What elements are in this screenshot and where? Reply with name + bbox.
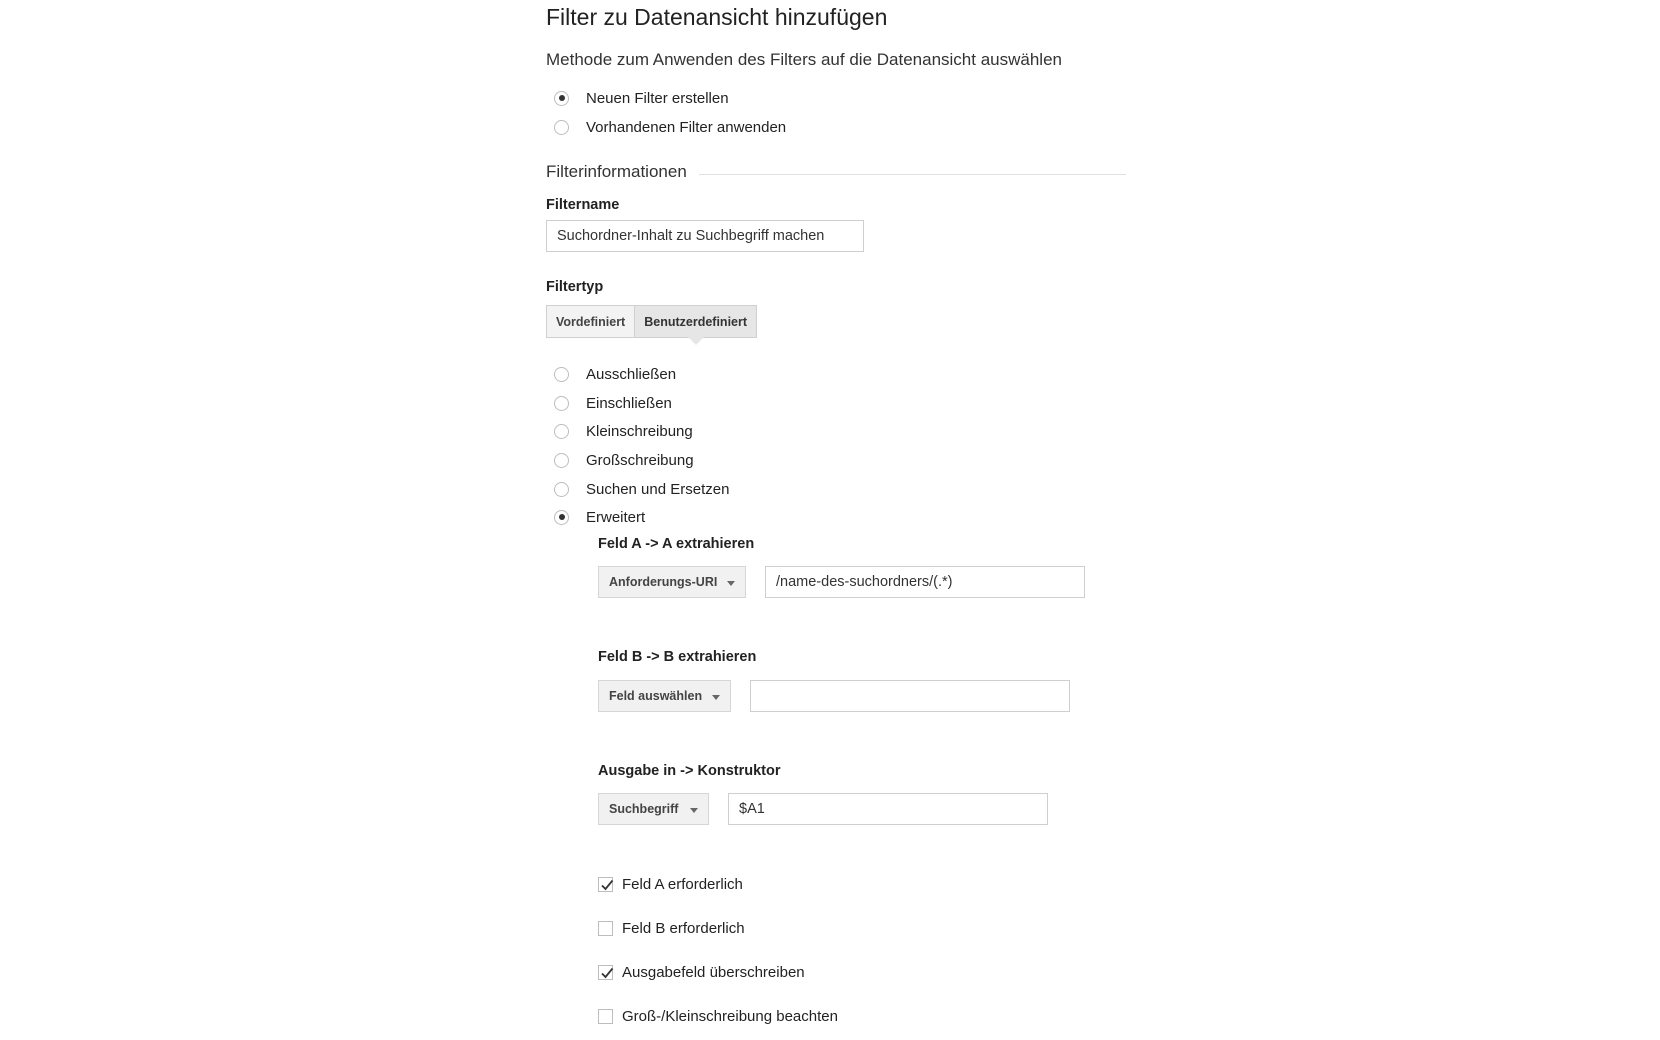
filter-info-section-header bbox=[546, 162, 1126, 182]
section-title: Filterinformationen bbox=[546, 162, 687, 181]
radio-label: Ausschließen bbox=[586, 365, 677, 383]
page-title: Filter zu Datenansicht hinzufügen bbox=[546, 4, 888, 30]
checkbox-label: Feld B erforderlich bbox=[622, 919, 745, 937]
radio-icon[interactable] bbox=[554, 510, 569, 525]
radio-label: Suchen und Ersetzen bbox=[586, 480, 730, 498]
radio-label: Kleinschreibung bbox=[586, 422, 693, 440]
checkbox-field-b-required[interactable] bbox=[598, 917, 745, 939]
filter-name-label: Filtername bbox=[546, 197, 620, 213]
output-label: Ausgabe in -> Konstruktor bbox=[598, 763, 781, 779]
checkbox-field-a-required[interactable] bbox=[598, 873, 743, 895]
radio-icon[interactable] bbox=[554, 367, 569, 382]
radio-label: Vorhandenen Filter anwenden bbox=[586, 118, 787, 136]
field-a-label: Feld A -> A extrahieren bbox=[598, 536, 755, 552]
checkbox-label: Groß-/Kleinschreibung beachten bbox=[622, 1007, 838, 1025]
tab-custom-label: Benutzerdefiniert bbox=[644, 314, 748, 329]
radio-new-filter[interactable] bbox=[546, 87, 729, 109]
radio-icon[interactable] bbox=[554, 120, 569, 135]
radio-include[interactable] bbox=[546, 392, 672, 414]
field-a-select[interactable] bbox=[598, 566, 746, 598]
radio-icon[interactable] bbox=[554, 482, 569, 497]
field-b-label: Feld B -> B extrahieren bbox=[598, 649, 757, 665]
radio-search-replace[interactable] bbox=[546, 478, 729, 500]
tab-custom[interactable] bbox=[635, 305, 757, 338]
radio-icon[interactable] bbox=[554, 396, 569, 411]
radio-uppercase[interactable] bbox=[546, 449, 694, 471]
radio-icon[interactable] bbox=[554, 453, 569, 468]
checkbox-icon[interactable] bbox=[598, 921, 613, 936]
section-divider bbox=[699, 174, 1126, 175]
radio-label: Einschließen bbox=[586, 394, 672, 412]
radio-label: Großschreibung bbox=[586, 451, 694, 469]
radio-label: Erweitert bbox=[586, 508, 646, 526]
chevron-down-icon bbox=[690, 808, 698, 813]
checkbox-override-output[interactable] bbox=[598, 961, 805, 983]
chevron-down-icon bbox=[727, 581, 735, 586]
radio-label: Neuen Filter erstellen bbox=[586, 89, 729, 107]
check-icon bbox=[599, 877, 615, 893]
checkbox-label: Feld A erforderlich bbox=[622, 875, 743, 893]
radio-exclude[interactable] bbox=[546, 363, 676, 385]
radio-icon[interactable] bbox=[554, 424, 569, 439]
checkbox-label: Ausgabefeld überschreiben bbox=[622, 963, 805, 981]
method-instruction: Methode zum Anwenden des Filters auf die Datenansicht auswählen bbox=[546, 50, 1062, 69]
output-select[interactable] bbox=[598, 793, 709, 825]
tab-predefined[interactable]: Vordefiniert bbox=[546, 305, 635, 338]
filter-type-label: Filtertyp bbox=[546, 279, 604, 295]
field-b-select-value: Feld auswählen bbox=[609, 689, 703, 703]
output-select-value: Suchbegriff bbox=[609, 802, 679, 816]
checkbox-icon[interactable] bbox=[598, 965, 613, 980]
checkbox-icon[interactable] bbox=[598, 877, 613, 892]
field-a-input[interactable] bbox=[765, 566, 1085, 598]
filter-type-tabs bbox=[546, 305, 757, 338]
tab-pointer-icon bbox=[688, 337, 704, 345]
radio-advanced[interactable] bbox=[546, 506, 645, 528]
output-input[interactable] bbox=[728, 793, 1048, 825]
checkbox-case-sensitive[interactable] bbox=[598, 1005, 838, 1027]
check-icon bbox=[599, 965, 615, 981]
field-b-input[interactable] bbox=[750, 680, 1070, 712]
field-b-select[interactable] bbox=[598, 680, 731, 712]
field-a-select-value: Anforderungs-URI bbox=[609, 575, 718, 589]
checkbox-icon[interactable] bbox=[598, 1009, 613, 1024]
chevron-down-icon bbox=[712, 695, 720, 700]
filter-name-input[interactable] bbox=[546, 220, 864, 252]
radio-existing-filter[interactable] bbox=[546, 116, 786, 138]
radio-icon[interactable] bbox=[554, 91, 569, 106]
radio-lowercase[interactable] bbox=[546, 420, 693, 442]
